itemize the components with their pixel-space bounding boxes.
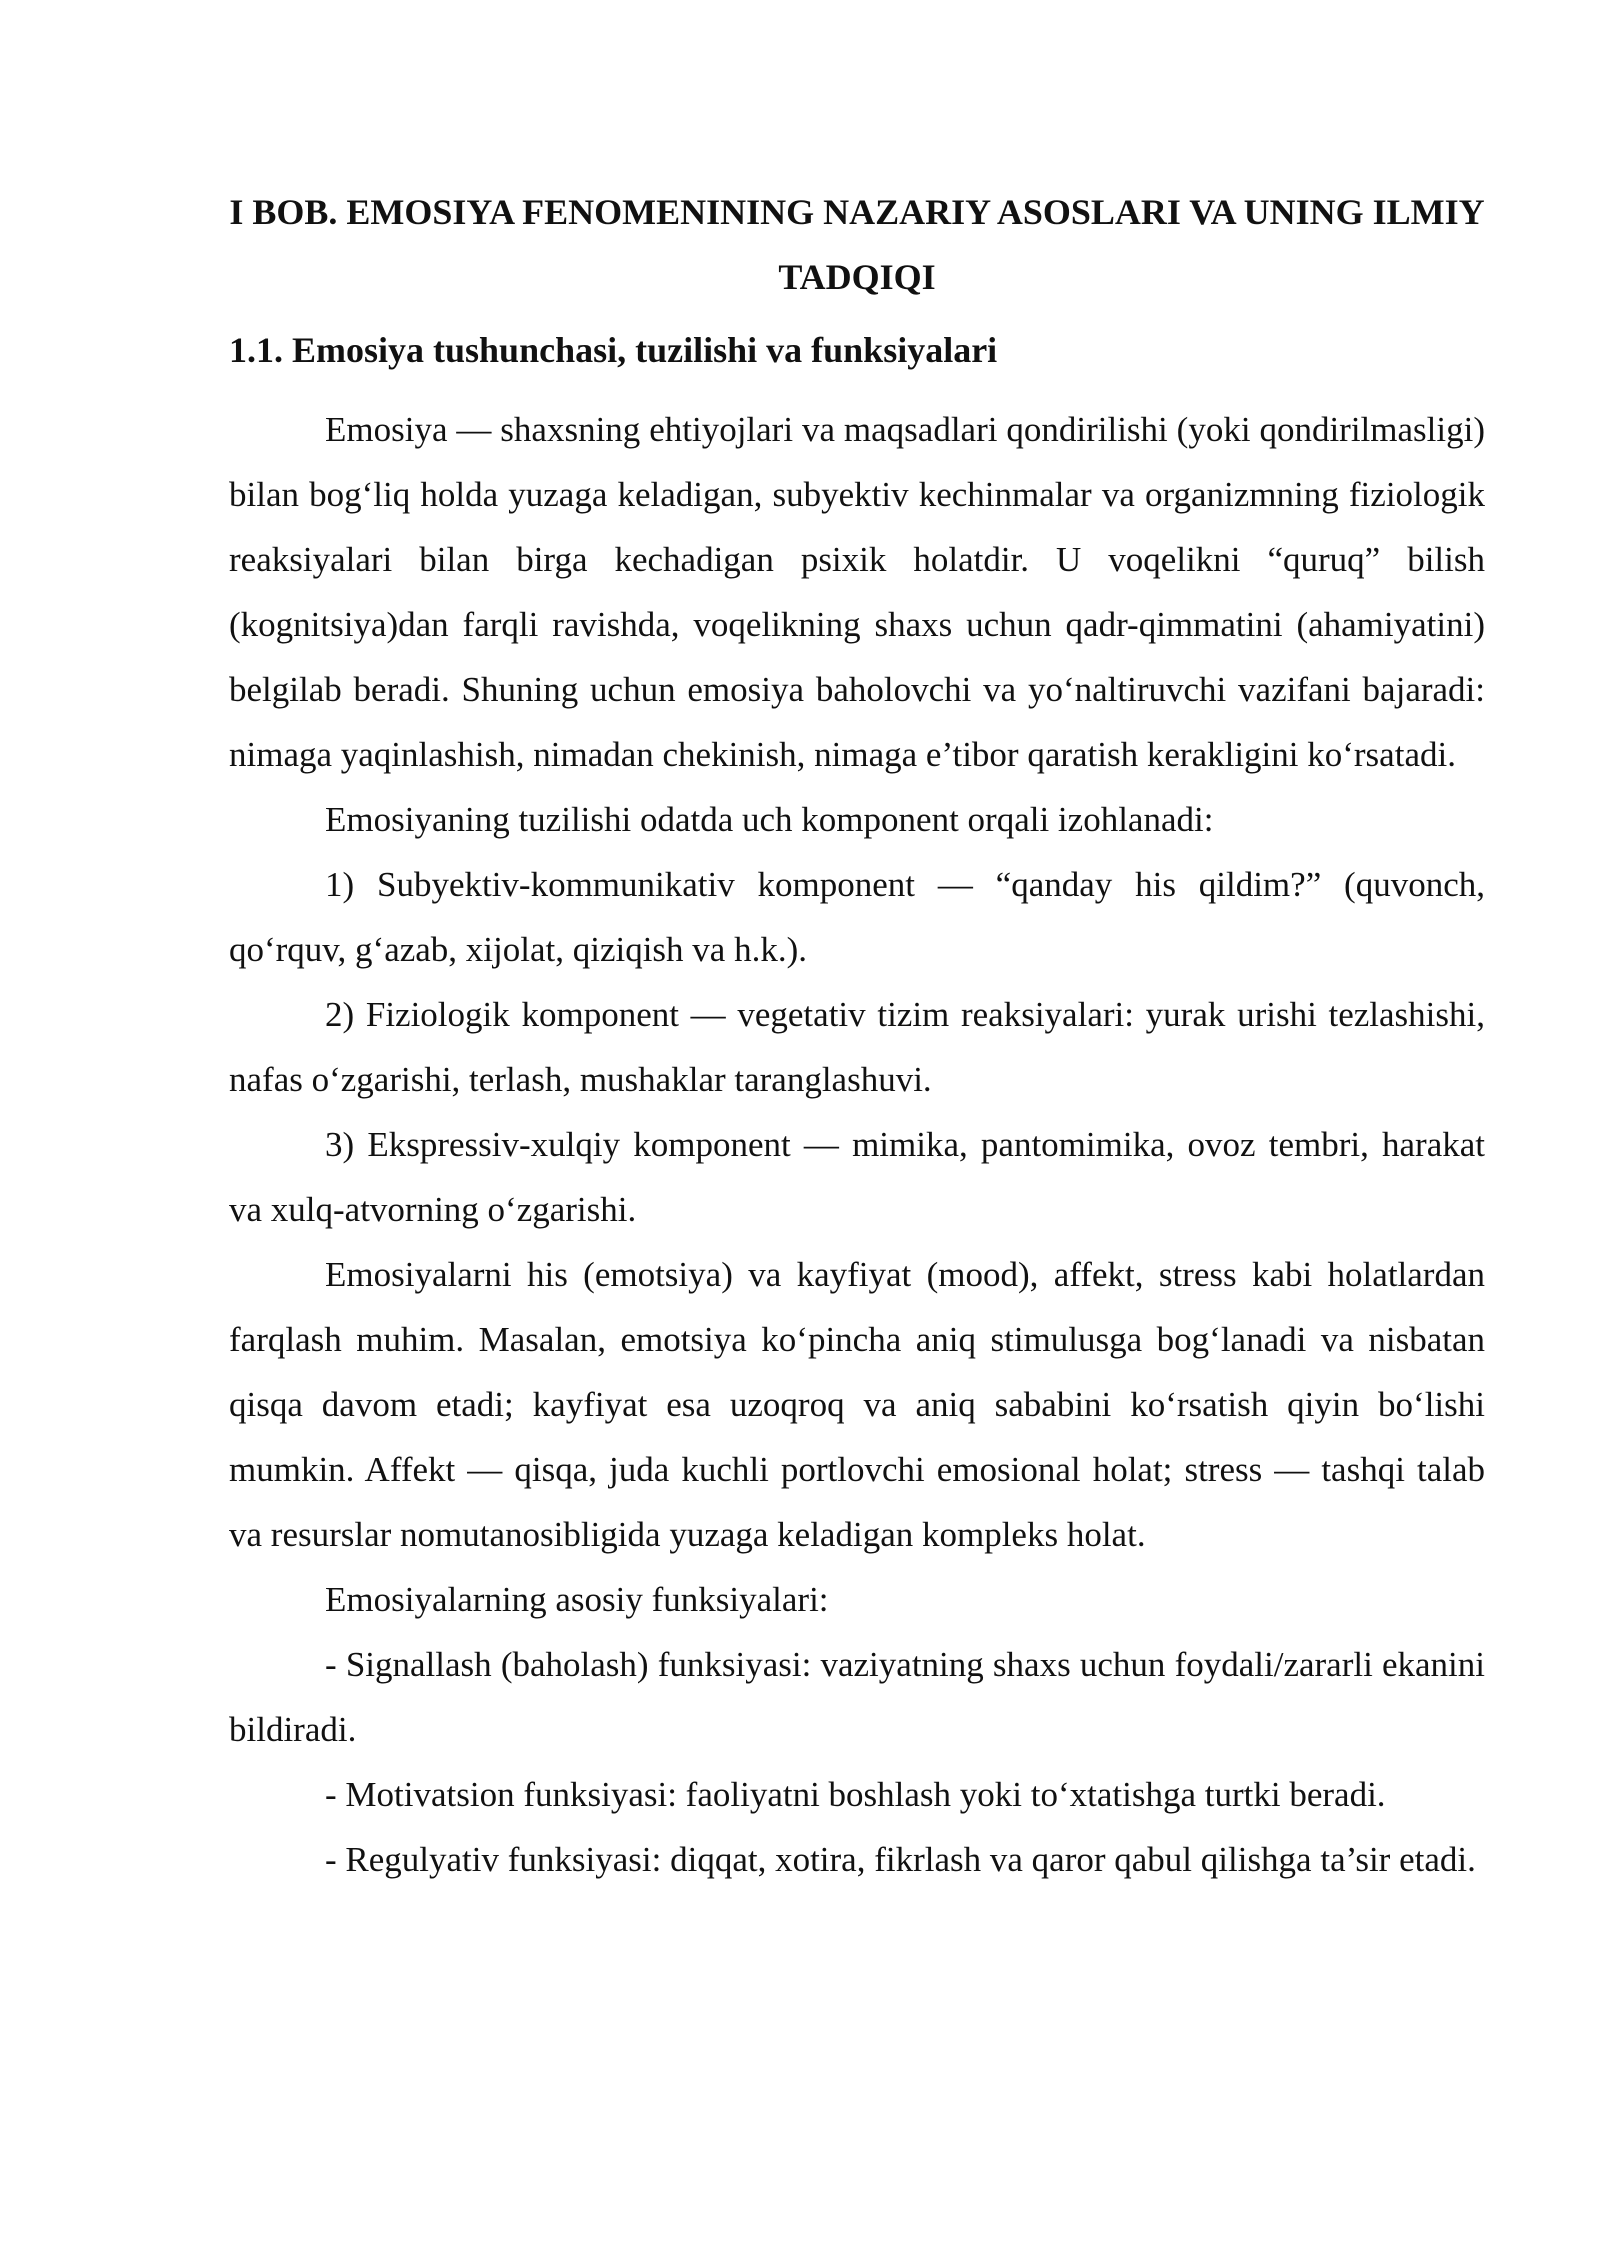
paragraph-structure-intro: Emosiyaning tuzilishi odatda uch komponent orqali izohlanadi: — [325, 800, 1214, 839]
paragraph-component-2: 2) Fiziologik komponent — vegetativ tizim reaksiyalari: yurak urishi tezlashishi, nafas o‘zgarishi, terlash, mushaklar taranglashuvi. — [229, 995, 1485, 1099]
paragraph-component-3: 3) Ekspressiv-xulqiy komponent — mimika, pantomimika, ovoz tembri, harakat va xulq-atvorning o‘zgarishi. — [229, 1125, 1485, 1229]
paragraph-function-motivation: - Motivatsion funksiyasi: faoliyatni boshlash yoki to‘xtatishga turtki beradi. — [325, 1775, 1386, 1814]
paragraph-function-regulation: - Regulyativ funksiyasi: diqqat, xotira, fikrlash va qaror qabul qilishga ta’sir etadi. — [325, 1840, 1476, 1879]
section-heading: 1.1. Emosiya tushunchasi, tuzilishi va funksiyalari — [229, 330, 998, 370]
paragraph-component-1: 1) Subyektiv-kommunikativ komponent — “qanday his qildim?” (quvonch, qo‘rquv, g‘azab, xijolat, qiziqish va h.k.). — [229, 865, 1485, 969]
paragraph-function-signal: - Signallash (baholash) funksiyasi: vaziyatning shaxs uchun foydali/zararli ekanini bildiradi. — [229, 1645, 1485, 1749]
paragraph-distinctions: Emosiyalarni his (emotsiya) va kayfiyat (mood), affekt, stress kabi holatlardan farqlash muhim. Masalan, emotsiya ko‘pincha aniq stimulusga bog‘lanadi va nisbatan qisqa davom etadi; kayfiyat esa uzoqroq va aniq sababini ko‘rsatish qiyin bo‘lishi mumkin. Affekt — qisqa, juda kuchli portlovchi emosional holat; stress — tashqi talab va resurslar nomutanosibligida yuzaga keladigan kompleks holat. — [229, 1255, 1485, 1554]
document-page — [229, 180, 1485, 1892]
paragraph-functions-intro: Emosiyalarning asosiy funksiyalari: — [325, 1580, 829, 1619]
paragraph-definition: Emosiya — shaxsning ehtiyojlari va maqsadlari qondirilishi (yoki qondirilmasligi) bilan bog‘liq holda yuzaga keladigan, subyektiv kechinmalar va organizmning fiziologik reaksiyalari bilan birga kechadigan psixik holatdir. U voqelikni “quruq” bilish (kognitsiya)dan farqli ravishda, voqelikning shaxs uchun qadr-qimmatini (ahamiyatini) belgilab beradi. Shuning uchun emosiya baholovchi va yo‘naltiruvchi vazifani bajaradi: nimaga yaqinlashish, nimadan chekinish, nimaga e’tibor qaratish kerakligini ko‘rsatadi. — [229, 410, 1485, 774]
chapter-title: I BOB. EMOSIYA FENOMENINING NAZARIY ASOSLARI VA UNING ILMIY TADQIQI — [229, 192, 1485, 297]
